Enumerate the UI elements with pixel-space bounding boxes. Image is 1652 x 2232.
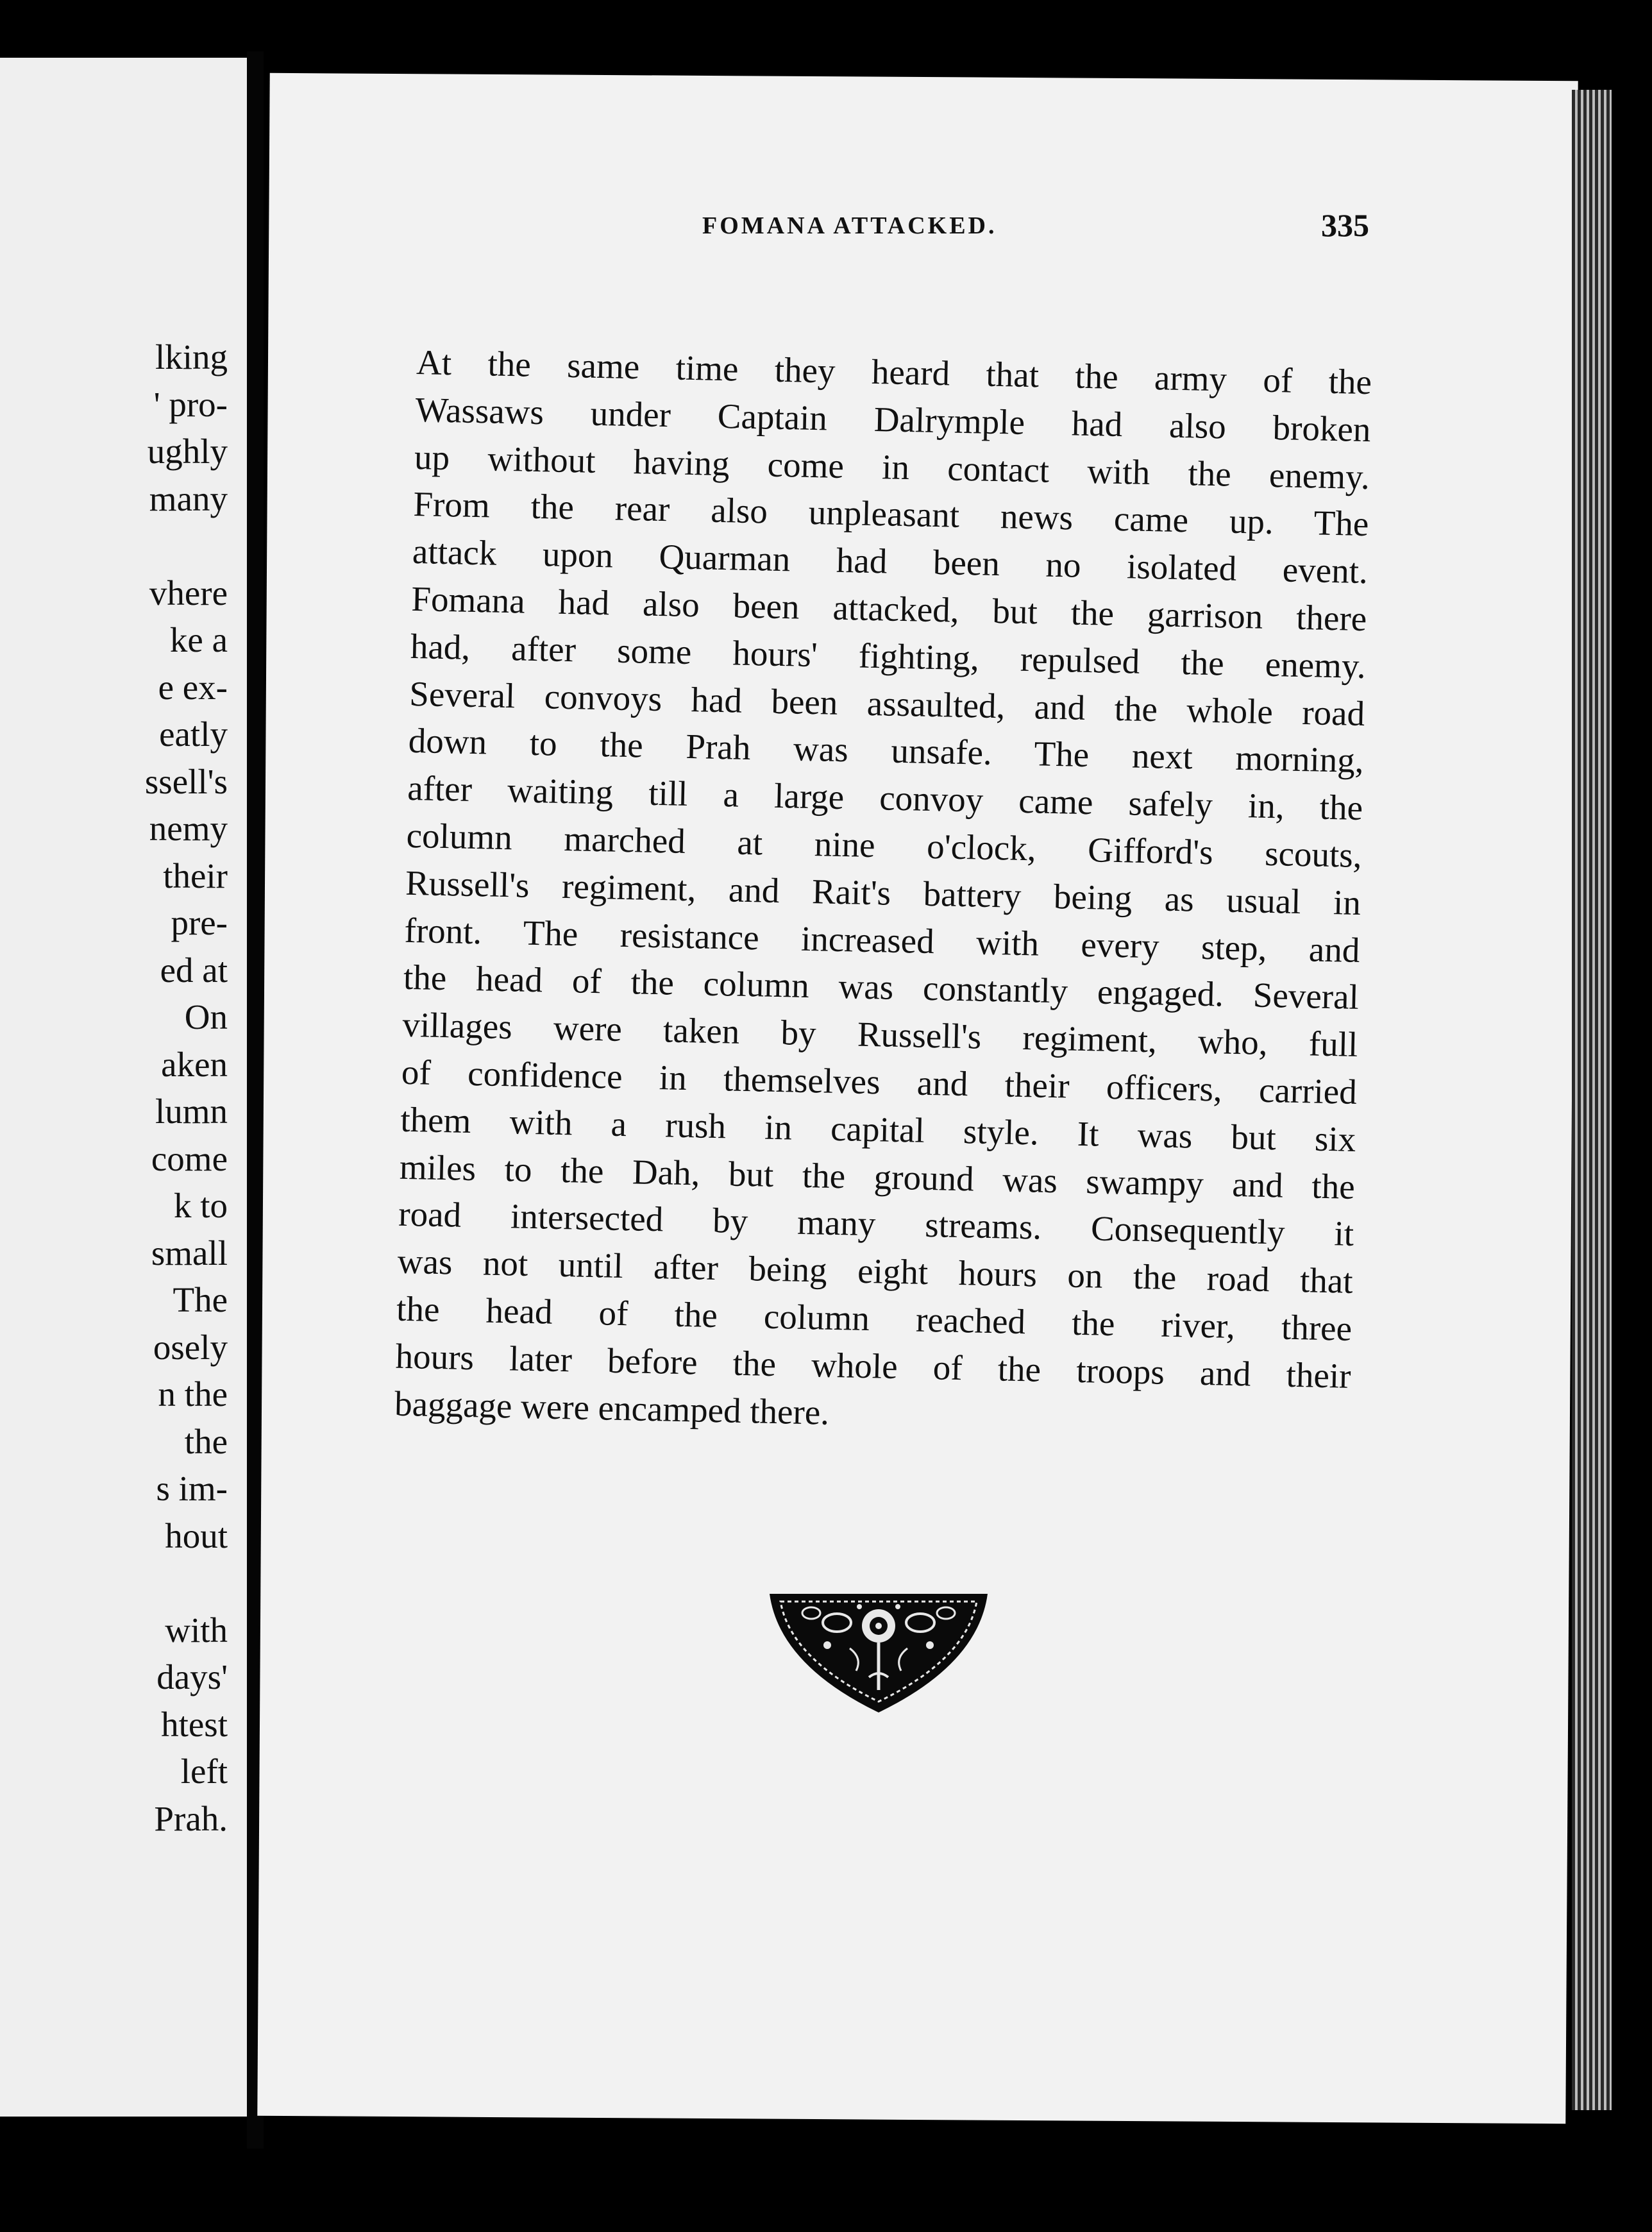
facing-page-line: aken: [161, 1044, 228, 1084]
body-text: [394, 339, 1372, 1447]
facing-page-line: left: [180, 1752, 228, 1791]
facing-page-line: On: [184, 997, 228, 1036]
running-title: FOMANA ATTACKED.: [702, 212, 997, 239]
facing-page-line: s im-: [156, 1469, 228, 1508]
text-line: front. The resistance increased with every step, and: [404, 910, 1361, 970]
facing-page-line: osely: [153, 1327, 228, 1367]
text-line: Several convoys had been assaulted, and the whole road: [409, 673, 1365, 733]
text-line: column marched at nine o'clock, Gifford's scouts,: [406, 815, 1363, 875]
facing-page-line: nemy: [149, 809, 228, 848]
text-line: Wassaws under Captain Dalrymple had also broken: [415, 389, 1372, 449]
text-line: after waiting till a large convoy came safely in, the: [407, 768, 1363, 828]
facing-page-line: eatly: [159, 714, 228, 754]
text-line: was not until after being eight hours on the road that: [397, 1241, 1354, 1301]
text-line: villages were taken by Russell's regiment, who, full: [401, 1004, 1358, 1065]
text-line: down to the Prah was unsafe. The next morning,: [408, 721, 1365, 781]
text-line: hours later before the whole of the troops and their: [395, 1336, 1352, 1396]
facing-page-line: n the: [158, 1374, 228, 1414]
facing-page-line: many: [149, 478, 228, 518]
facing-page-line: [145, 1559, 228, 1607]
facing-page-line: vhere: [149, 573, 228, 613]
text-line: At the same time they heard that the army of the: [416, 342, 1372, 402]
facing-page-line: the: [184, 1421, 228, 1461]
facing-page-line: lumn: [155, 1092, 228, 1131]
facing-page-line: ssell's: [144, 761, 228, 801]
text-line: Russell's regiment, and Rait's battery being as usual in: [405, 863, 1361, 922]
facing-page-text: [145, 334, 228, 1842]
facing-page-line: k to: [173, 1186, 228, 1225]
facing-page-line: [145, 522, 228, 570]
text-line: Fomana had also been attacked, but the garrison there: [410, 579, 1367, 639]
text-line: of confidence in themselves and their officers, carried: [401, 1052, 1358, 1112]
facing-page-line: lking: [155, 337, 228, 376]
text-line: the head of the column was constantly engaged. Several: [403, 958, 1360, 1017]
facing-page: [0, 58, 247, 2117]
facing-page-line: ughly: [147, 432, 228, 471]
facing-page-line: ke a: [169, 620, 228, 659]
running-head: [702, 207, 1369, 257]
floral-tailpiece-icon: [766, 1587, 991, 1716]
facing-page-line: ed at: [160, 950, 228, 990]
facing-page-line: pre-: [171, 903, 228, 942]
facing-page-line: come: [151, 1138, 228, 1178]
text-line: them with a rush in capital style. It was but six: [400, 1099, 1356, 1159]
text-line: From the rear also unpleasant news came up. The: [412, 484, 1369, 544]
text-line: had, after some hours' fighting, repulsed the enemy.: [410, 626, 1367, 686]
facing-page-line: ' pro-: [153, 384, 228, 424]
text-line: up without having come in contact with the enemy.: [414, 437, 1370, 496]
page-number: 335: [1321, 207, 1369, 243]
facing-page-line: with: [165, 1610, 228, 1650]
facing-page-line: days': [156, 1657, 228, 1696]
facing-page-line: hout: [165, 1516, 228, 1555]
facing-page-line: e ex-: [158, 667, 228, 707]
facing-page-line: their: [163, 856, 228, 895]
facing-page-line: Prah.: [154, 1798, 228, 1838]
facing-page-line: htest: [161, 1704, 228, 1744]
text-line: miles to the Dah, but the ground was swampy and the: [399, 1147, 1356, 1206]
facing-page-line: small: [151, 1233, 228, 1272]
text-line: the head of the column reached the river, three: [396, 1289, 1353, 1348]
text-line: attack upon Quarman had been no isolated event.: [412, 532, 1369, 591]
text-line: road intersected by many streams. Consequently it: [398, 1194, 1354, 1254]
text-line: baggage were encamped there.: [394, 1383, 830, 1432]
facing-page-line: The: [173, 1280, 228, 1319]
page-edge-stack: [1572, 90, 1612, 2110]
